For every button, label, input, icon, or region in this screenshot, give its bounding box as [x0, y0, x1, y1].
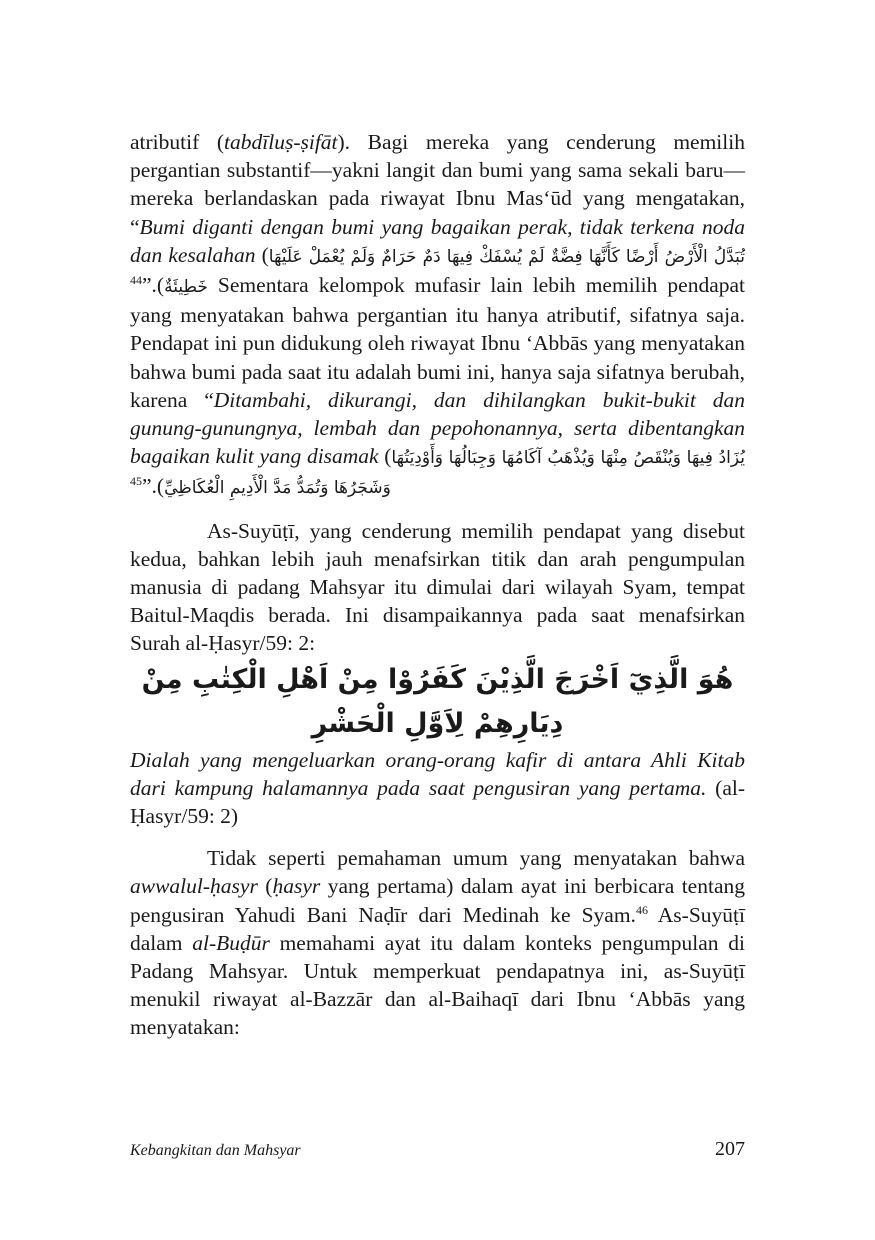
verse-translation [130, 746, 745, 831]
text-run: atributif ( [130, 130, 225, 154]
text-run: As-Suyūṭī dalam [130, 902, 745, 955]
verse-reference: (al-Ḥasyr/59: 2) [130, 775, 745, 829]
italic-term: ḥasyr [272, 874, 321, 899]
italic-term: awwalul-ḥasyr [130, 874, 258, 899]
text-run: ).” [142, 273, 165, 298]
arabic-hadith-1: تُبَدَّلُ الْأَرْضُ أَرْضًا كَأَنَّهَا فِضَّةٌ لَمْ يُسْفَكْ فِيهَا دَمٌ حَرَامٌ وَلَمْ يُعْمَلْ عَلَيْهَا خَطِيئَةٌ [164, 246, 745, 298]
paragraph-2: As-Suyūṭī, yang cenderung memilih pendapat yang disebut kedua, bahkan lebih jauh menafsirkan titik dan arah pengumpulan manusia di padang Mahsyar itu dimulai dari wilayah Syam, tempat Baitul-Maqdis berada. Ini disampaikannya pada saat menafsirkan Surah al-Ḥasyr/59: 2: [130, 518, 745, 656]
paragraph-1 [130, 128, 745, 503]
italic-term: tabdīluṣ-ṣifāt [224, 130, 338, 154]
footnote-ref-44[interactable]: 44 [130, 273, 142, 288]
quran-verse-arabic: هُوَ الَّذِيٓ اَخْرَجَ الَّذِيْنَ كَفَرُوْا مِنْ اَهْلِ الْكِتٰبِ مِنْ دِيَارِهِمْ لِاَوَّلِ الْحَشْرِ [141, 663, 734, 739]
text-run: ( [378, 444, 392, 469]
text-run: ( [255, 242, 269, 267]
body-text [130, 128, 745, 1042]
text-run: ( [257, 874, 273, 899]
footnote-ref-45[interactable]: 45 [130, 474, 142, 489]
paragraph-3 [130, 844, 745, 1041]
italic-quote: Bumi diganti dengan bumi yang bagaikan perak, tidak terkena noda dan kesalahan [130, 214, 745, 267]
arabic-hadith-2: يُزَادُ فِيهَا وَيُنْقَصُ مِنْهَا وَيُذْهَبُ آكَامُهَا وَجِبَالُهَا وَأَوْدِيَتُهَا وَشَجَرُهَا وَتُمَدُّ مَدَّ الْأَدِيمِ الْعُكَاظِيِّ [164, 448, 745, 499]
running-title: Kebangkitan dan Mahsyar [130, 1142, 301, 1159]
text-run: ).” [142, 474, 165, 499]
italic-quote: Ditambahi, dikurangi, dan dihilangkan bukit-bukit dan gunung-gunungnya, lembah dan pepohonannya, serta dibentangkan bagaikan kulit yang disamak [130, 387, 745, 469]
text-run: Tidak seperti pemahaman umum yang menyatakan bahwa [207, 846, 745, 871]
italic-book-title: al-Buḍūr [192, 930, 270, 955]
translation-text: Dialah yang mengeluarkan orang-orang kafir di antara Ahli Kitab dari kampung halamannya pada saat pengusiran yang pertama. [130, 747, 745, 800]
text-run: ). Bagi mereka yang cenderung memilih pergantian substantif—yakni langit dan bumi yang sama sekali baru—mereka berlandaskan pada riwayat Ibnu Mas‘ūd yang mengatakan, “ [130, 130, 745, 239]
text-run: memahami ayat itu dalam konteks pengumpulan di Padang Mahsyar. Untuk memperkuat pendapatnya ini, as-Suyūṭī menukil riwayat al-Bazzār dan al-Baihaqī dari Ibnu ‘Abbās yang menyatakan: [130, 930, 745, 1040]
text-run: yang pertama) dalam ayat ini berbicara tentang pengusiran Yahudi Bani Naḍīr dari Medinah ke Syam. [130, 874, 745, 927]
page-footer [130, 1138, 745, 1164]
text-run: Sementara kelompok mufasir lain lebih memilih pendapat yang menyatakan bahwa pergantian itu hanya atributif, sifatnya saja. Pendapat ini pun didukung oleh riwayat Ibnu ‘Abbās yang menyatakan bahwa bumi pada saat itu adalah bumi ini, hanya saja sifatnya berubah, karena “ [130, 273, 745, 412]
footnote-ref-46[interactable]: 46 [635, 902, 648, 917]
page-number: 207 [715, 1138, 745, 1160]
